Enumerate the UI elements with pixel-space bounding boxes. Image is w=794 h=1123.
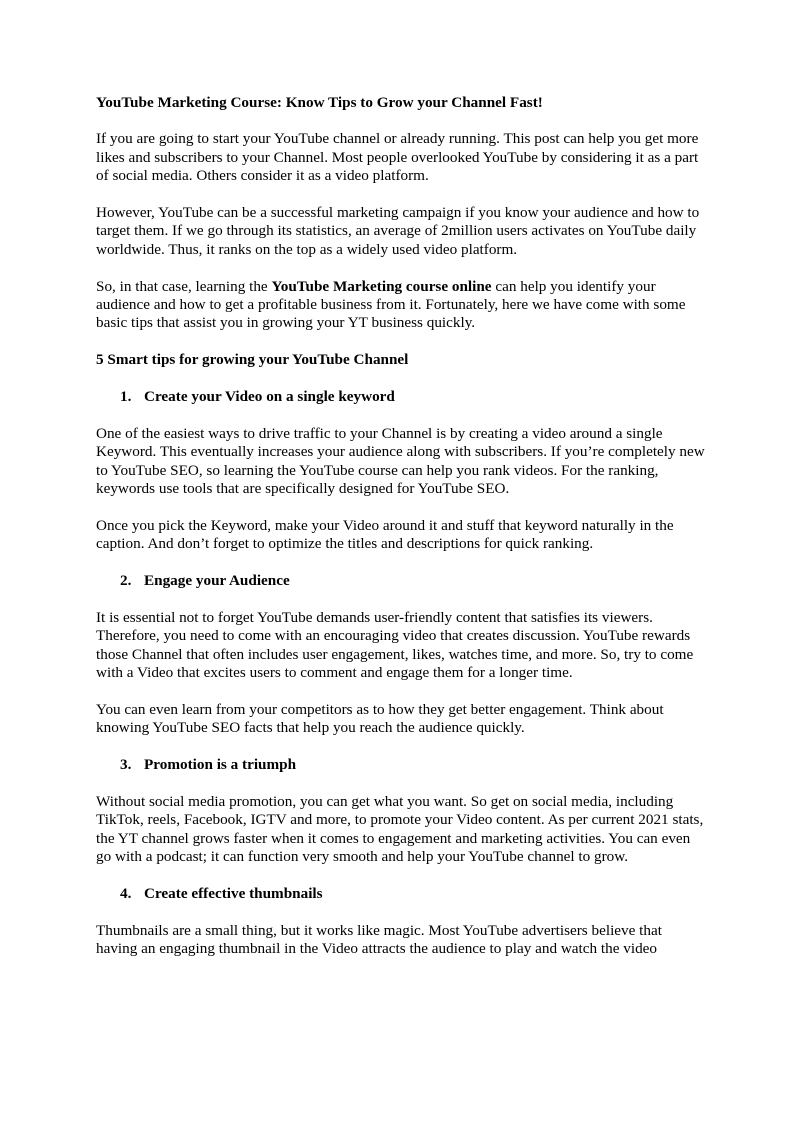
tip-3-title: Promotion is a triumph (144, 756, 297, 774)
tip-3-paragraph-1: Without social media promotion, you can get what you want. So get on social media, including TikTok, reels, Facebook, IGTV and more, to promote your Video content. As per current 2021 stats, the YT channel grows faster when it comes to engagement and marketing activities. You can even go with a podcast; it can function very smooth and help your YouTube channel to grow. (96, 792, 704, 866)
course-highlight: YouTube Marketing course online (271, 277, 492, 295)
document-title: YouTube Marketing Course: Know Tips to Grow your Channel Fast! (96, 94, 543, 111)
tip-1-heading (120, 388, 706, 406)
tip-1-paragraph-1: One of the easiest ways to drive traffic to your Channel is by creating a video around a single Keyword. This eventually increases your audience along with subscribers. If you’re completely new to YouTube SEO, so learning the YouTube course can help you rank videos. For the ranking, keywords use tools that are specifically designed for YouTube SEO. (96, 424, 705, 498)
tip-3-number: 3. (120, 756, 132, 774)
tip-1-paragraph-2: Once you pick the Keyword, make your Video around it and stuff that keyword naturally in the caption. And don’t forget to optimize the titles and descriptions for quick ranking. (96, 516, 674, 553)
intro-paragraph-2: However, YouTube can be a successful marketing campaign if you know your audience and how to target them. If we go through its statistics, an average of 2million users activates on YouTube daily worldwide. Thus, it ranks on the top as a widely used video platform. (96, 204, 700, 258)
tip-4-heading (120, 885, 706, 903)
tip-4-title: Create effective thumbnails (144, 884, 323, 902)
tip-2-title: Engage your Audience (144, 572, 290, 590)
intro-paragraph-3-tail: can help you identify your audience and how to get a profitable business from it. Fortunately, here we have come with some basic tips that assist you in growing your YT business quickly. (96, 277, 686, 332)
tip-2-paragraph-1: It is essential not to forget YouTube demands user-friendly content that satisfies its viewers. Therefore, you need to come with an encouraging video that creates discussion. YouTube rewards those Channel that often includes user engagement, likes, watches time, and more. So, try to come with a Video that excites users to comment and engage them for a longer time. (96, 608, 694, 682)
tip-1-title: Create your Video on a single keyword (144, 388, 395, 406)
intro-paragraph-1: If you are going to start your YouTube channel or already running. This post can help you get more likes and subscribers to your Channel. Most people overlooked YouTube by considering it as a part of social media. Others consider it as a video platform. (96, 130, 699, 185)
document-page (96, 94, 706, 977)
tip-4-number: 4. (120, 884, 132, 902)
intro-paragraph-3 (96, 278, 706, 333)
tip-2-heading (120, 572, 706, 590)
tip-4-paragraph-1: Thumbnails are a small thing, but it works like magic. Most YouTube advertisers believe that having an engaging thumbnail in the Video attracts the audience to play and watch the video (96, 921, 662, 958)
tip-1-number: 1. (120, 388, 132, 406)
section-heading: 5 Smart tips for growing your YouTube Channel (96, 351, 409, 369)
tip-3-heading (120, 756, 706, 774)
tip-2-paragraph-2: You can even learn from your competitors as to how they get better engagement. Think about knowing YouTube SEO facts that help you reach the audience quickly. (96, 700, 664, 737)
tip-2-number: 2. (120, 572, 132, 590)
intro-paragraph-3-lead: So, in that case, learning the (96, 277, 272, 295)
